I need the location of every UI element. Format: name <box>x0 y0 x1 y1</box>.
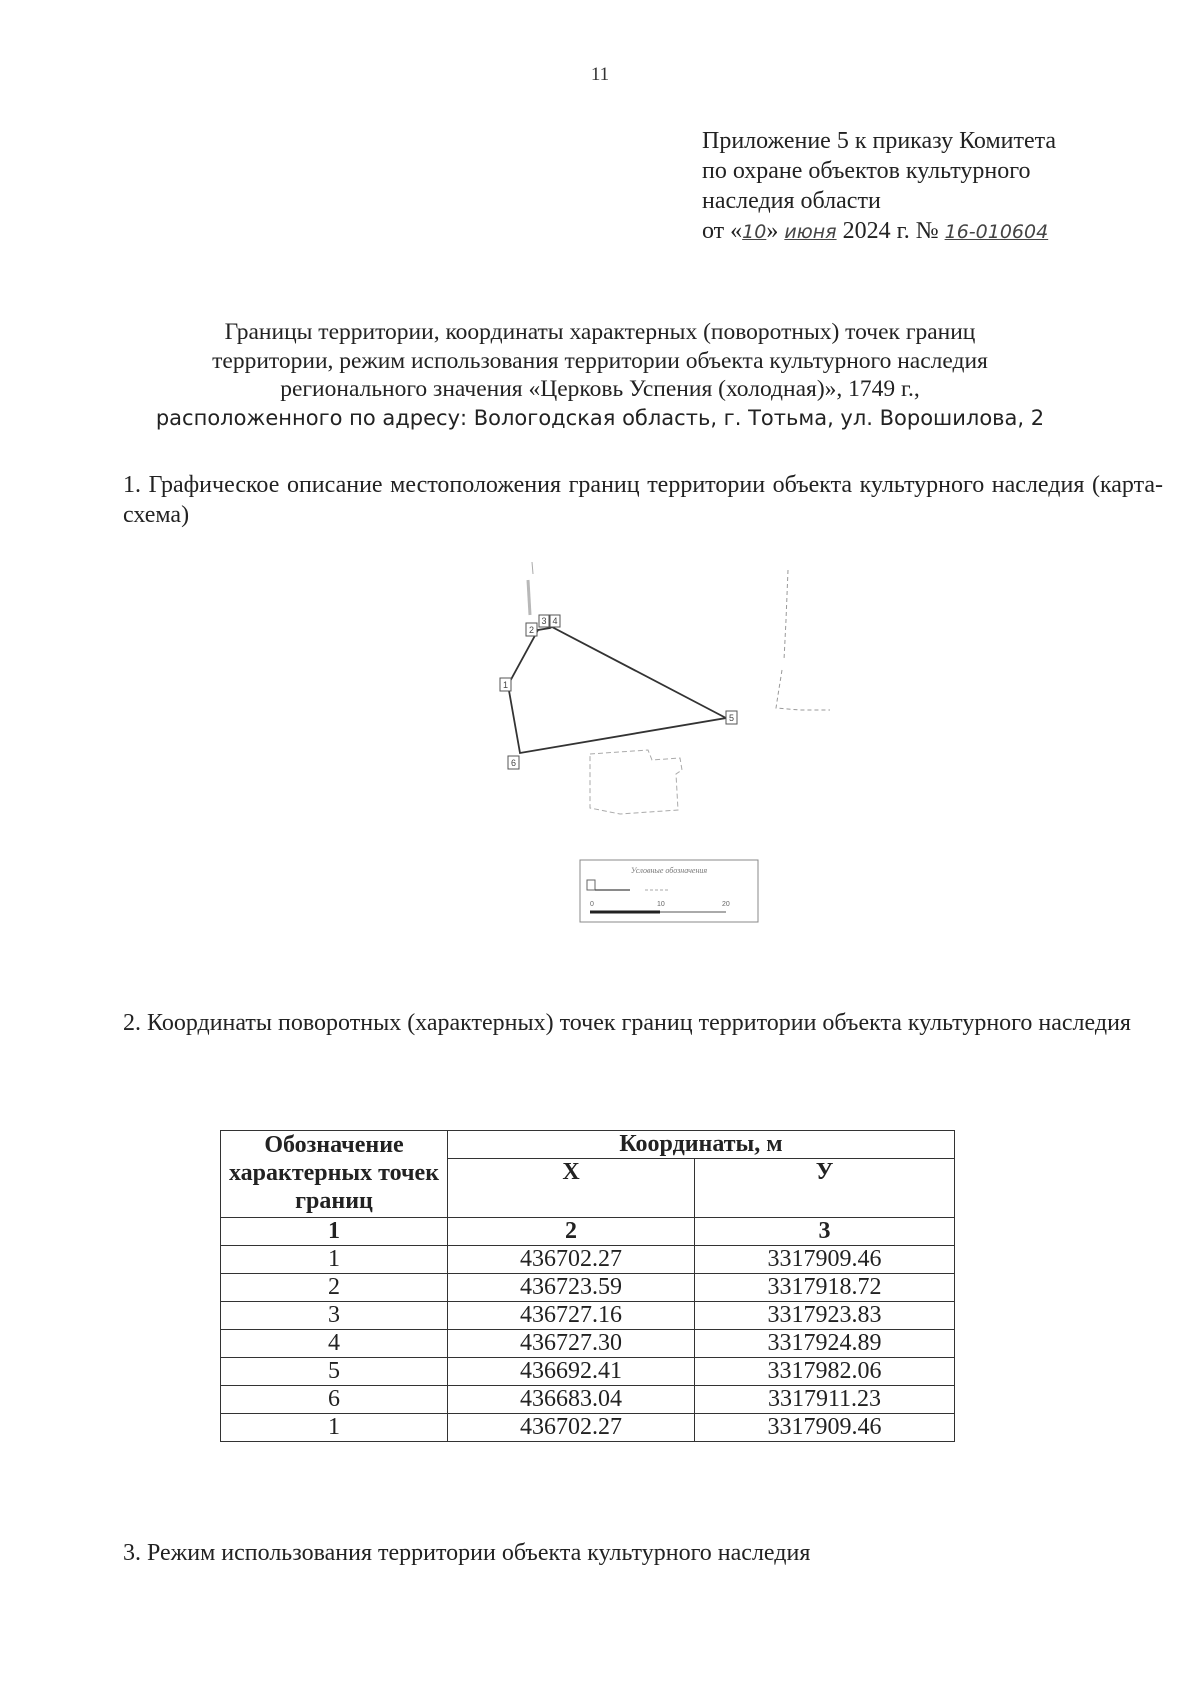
appendix-block <box>702 126 1172 247</box>
map-legend <box>580 860 758 922</box>
legend-title: Условные обозначения <box>630 866 708 875</box>
section-2-heading: 2. Координаты поворотных (характерных) точек границ территории объекта культурного наследия <box>123 1010 1131 1036</box>
point-marker-1 <box>500 678 511 691</box>
column-number: 1 <box>221 1218 448 1246</box>
table-row: 2 436723.59 3317918.72 <box>221 1274 955 1302</box>
svg-text:6: 6 <box>510 758 517 768</box>
svg-text:1: 1 <box>502 680 509 690</box>
boundary-polygon <box>508 627 726 753</box>
svg-text:3: 3 <box>541 616 547 626</box>
document-title: Границы территории, координаты характерных (поворотных) точек границ территории, режим использования территории объекта культурного наследия регионального значения «Церковь Успения (холодная)», 1749 г., расположенного по адресу: Вологодская область, г. Тотьма, ул. Ворошилова, 2 <box>155 319 1045 430</box>
svg-text:2: 2 <box>528 625 535 635</box>
boundary-map <box>470 560 830 940</box>
column-number: 3 <box>695 1218 955 1246</box>
handwritten-order-number: 16-010604 <box>944 221 1049 243</box>
table-row: 4 436727.30 3317924.89 <box>221 1330 955 1358</box>
appendix-line: Приложение 5 к приказу Комитета <box>702 128 1057 154</box>
svg-text:5: 5 <box>728 713 735 723</box>
street-line <box>532 562 533 574</box>
header-coordinates: Координаты, м <box>448 1131 955 1159</box>
point-marker-5 <box>726 711 737 724</box>
point-marker-2 <box>526 623 537 636</box>
column-number: 2 <box>448 1218 695 1246</box>
header-x: X <box>448 1159 695 1218</box>
coordinates-table <box>220 1130 955 1442</box>
section-1-heading: 1. Графическое описание местоположения границ территории объекта культурного наследия (карта-схема) <box>123 472 1163 528</box>
scale-label: 0 <box>590 901 594 908</box>
table-row: 1 436702.27 3317909.46 <box>221 1246 955 1274</box>
appendix-date-line: от «10» июня 2024 г. № 16-010604 <box>702 218 1049 244</box>
point-marker-6 <box>508 756 519 769</box>
handwritten-month: июня <box>784 221 837 243</box>
table-row: 3 436727.16 3317923.83 <box>221 1302 955 1330</box>
appendix-line: наследия области <box>702 188 881 214</box>
header-y: У <box>695 1159 955 1218</box>
page-number: 11 <box>590 64 610 85</box>
point-marker-4 <box>550 615 560 627</box>
street-line <box>528 580 530 615</box>
scale-label: 10 <box>657 901 665 908</box>
header-point-designation: Обозначение характерных точек границ <box>221 1131 448 1218</box>
svg-text:4: 4 <box>552 616 558 626</box>
street-line <box>776 570 830 710</box>
point-marker-3 <box>539 615 549 627</box>
table-row: 6 436683.04 3317911.23 <box>221 1386 955 1414</box>
building-outline <box>590 750 682 814</box>
section-3-heading: 3. Режим использования территории объекта культурного наследия <box>123 1540 811 1566</box>
appendix-line: по охране объектов культурного <box>702 158 1031 184</box>
handwritten-day: 10 <box>742 221 767 243</box>
scale-label: 20 <box>722 901 730 908</box>
table-row: 5 436692.41 3317982.06 <box>221 1358 955 1386</box>
table-row: 1 436702.27 3317909.46 <box>221 1414 955 1442</box>
